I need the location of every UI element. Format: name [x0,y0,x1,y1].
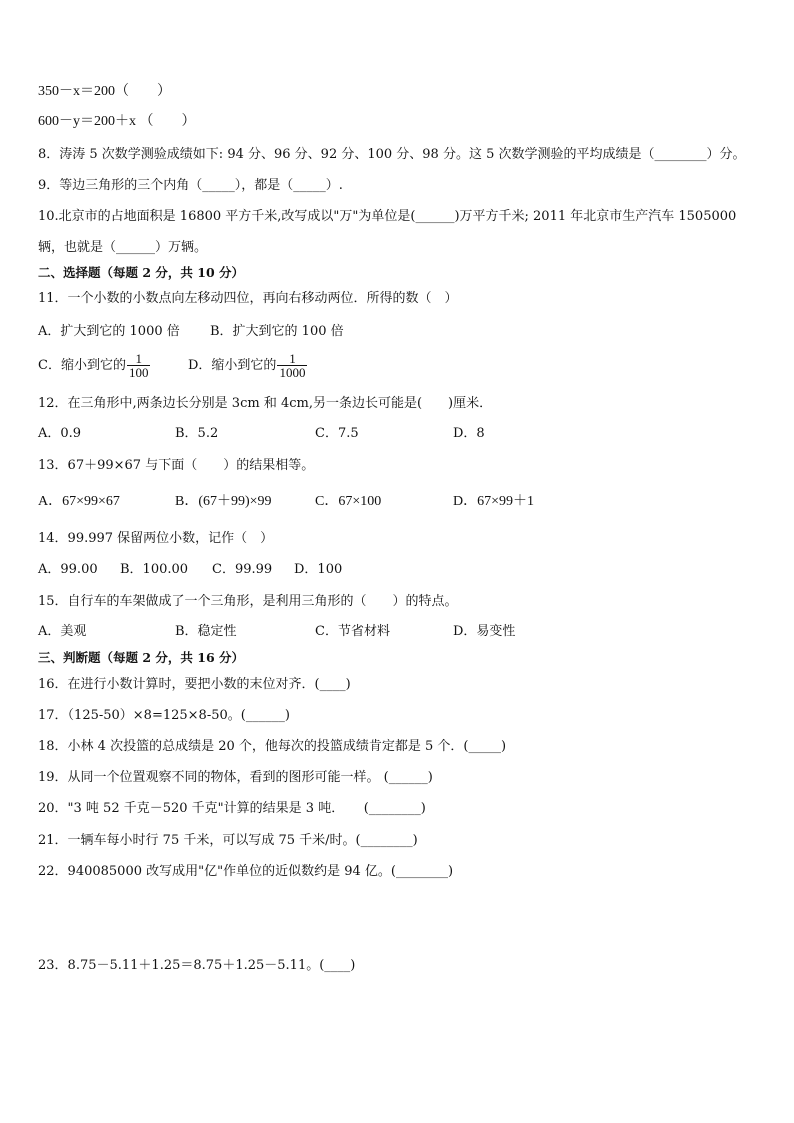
q14-option-b: B．100.00 [120,562,189,577]
q15-option-c: C．节省材料 [315,624,390,639]
q12-option-a: A．0.9 [38,426,82,441]
q14-option-c: C．99.99 [212,562,273,577]
q11-option-c [38,352,150,379]
question-15: 15．自行车的车架做成了一个三角形，是利用三角形的（ ）的特点。 [38,594,458,609]
fraction-denominator: 1000 [279,365,306,380]
q12-option-c: C．7.5 [315,426,359,441]
section-2-heading: 二、选择题（每题 2 分，共 10 分） [38,265,245,280]
question-9: 9．等边三角形的三个内角（_____），都是（_____）. [38,178,343,193]
question-22: 22．940085000 改写成用"亿"作单位的近似数约是 94 亿。(________) [38,864,454,879]
question-23: 23．8.75－5.11＋1.25＝8.75＋1.25－5.11。(____) [38,958,356,973]
question-8: 8．涛涛 5 次数学测验成绩如下: 94 分、96 分、92 分、100 分、98 分。这 5 次数学测验的平均成绩是（________）分。 [38,147,746,162]
q15-option-d: D．易变性 [453,624,516,639]
q11-option-b: B．扩大到它的 100 倍 [210,324,344,339]
question-10-line-1: 10.北京市的占地面积是 16800 平方千米,改写成以"万"为单位是(______)万平方千米; 2011 年北京市生产汽车 1505000 [38,209,737,224]
q13-option-a: A．67×99×67 [38,494,120,509]
fraction-denominator: 100 [128,365,149,380]
q12-option-b: B．5.2 [175,426,219,441]
equation-2: 600－y＝200＋x （ ） [38,114,196,129]
q13-option-d: D．67×99＋1 [453,494,535,509]
q15-option-a: A．美观 [38,624,87,639]
question-16: 16．在进行小数计算时，要把小数的末位对齐．(____) [38,677,351,692]
q14-option-a: A．99.00 [38,562,98,577]
fraction-numerator: 1 [277,352,307,366]
fraction-1-1000 [277,352,307,379]
fraction-numerator: 1 [127,352,151,366]
q11-option-a: A．扩大到它的 1000 倍 [38,324,180,339]
q11-option-d [188,352,307,379]
q13-option-c: C．67×100 [315,494,382,509]
question-19: 19．从同一个位置观察不同的物体，看到的图形可能一样。 (______) [38,770,433,785]
question-10-line-2: 辆，也就是（______）万辆。 [38,240,208,255]
question-12: 12．在三角形中,两条边长分别是 3cm 和 4cm,另一条边长可能是( )厘米． [38,396,493,411]
q11-option-c-label: C．缩小到它的 [38,358,126,373]
question-13: 13．67＋99×67 与下面（ ）的结果相等。 [38,458,315,473]
q14-option-d: D．100 [294,562,343,577]
question-21: 21．一辆车每小时行 75 千米，可以写成 75 千米/时。(________) [38,833,418,848]
q13-option-b: B．(67＋99)×99 [175,494,272,509]
q12-option-d: D．8 [453,426,485,441]
q11-option-d-label: D．缩小到它的 [188,358,277,373]
equation-1: 350－x＝200（ ） [38,84,171,99]
question-18: 18．小林 4 次投篮的总成绩是 20 个，他每次的投篮成绩肯定都是 5 个．(_____) [38,739,507,754]
section-3-heading: 三、判断题（每题 2 分，共 16 分） [38,650,245,665]
question-20: 20．"3 吨 52 千克－520 千克"计算的结果是 3 吨． (________) [38,801,426,816]
q15-option-b: B．稳定性 [175,624,237,639]
question-11: 11．一个小数的小数点向左移动四位，再向右移动两位．所得的数（ ） [38,291,458,306]
question-17: 17．（125-50）×8=125×8-50。(______) [38,708,290,723]
question-14: 14．99.997 保留两位小数，记作（ ） [38,531,274,546]
fraction-1-100 [127,352,151,379]
